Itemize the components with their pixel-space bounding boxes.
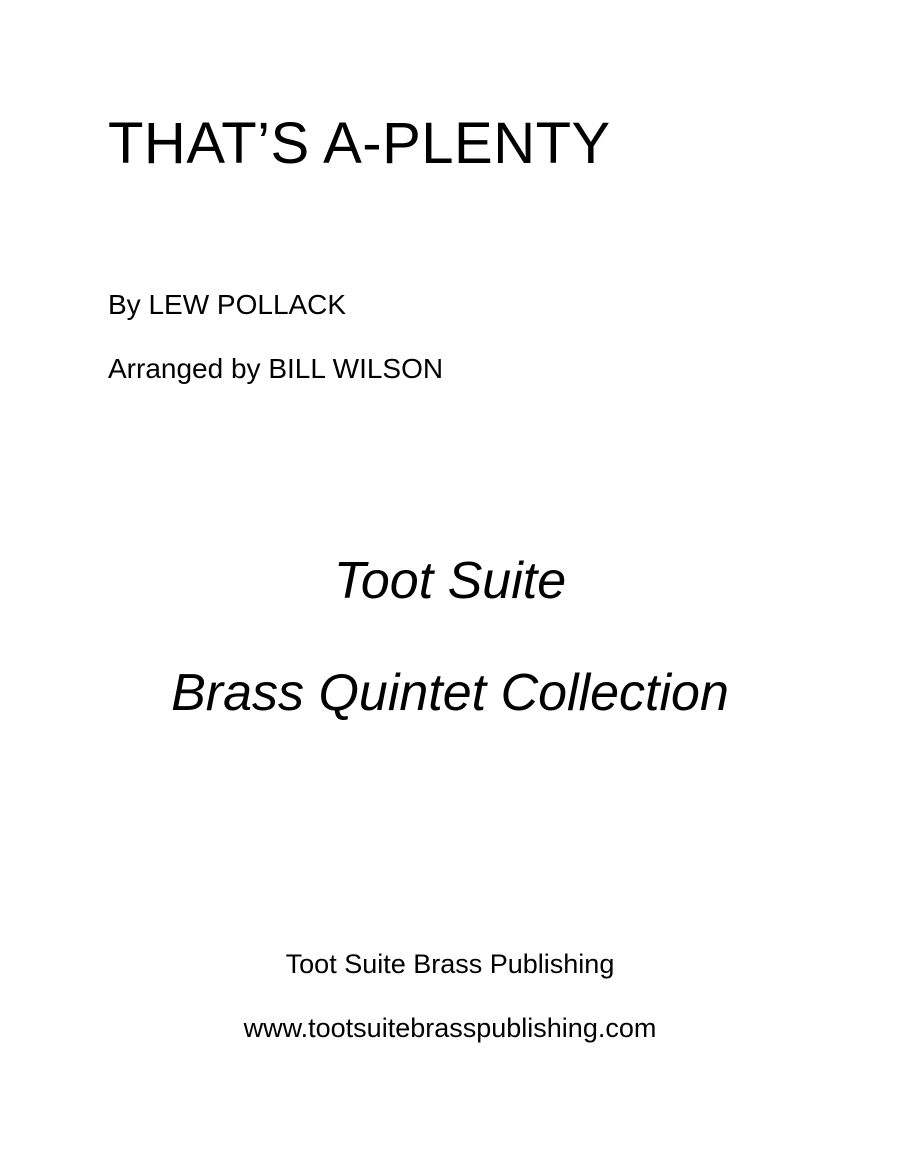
page-title: THAT’S A-PLENTY xyxy=(108,111,611,176)
collection-name-line1: Toot Suite xyxy=(333,552,567,610)
collection-name-line2: Brass Quintet Collection xyxy=(171,664,729,722)
arranger-credit: Arranged by BILL WILSON xyxy=(108,353,444,384)
composer-credit: By LEW POLLACK xyxy=(108,289,347,320)
publisher-name: Toot Suite Brass Publishing xyxy=(285,949,615,979)
publisher-website: www.tootsuitebrasspublishing.com xyxy=(243,1013,657,1043)
